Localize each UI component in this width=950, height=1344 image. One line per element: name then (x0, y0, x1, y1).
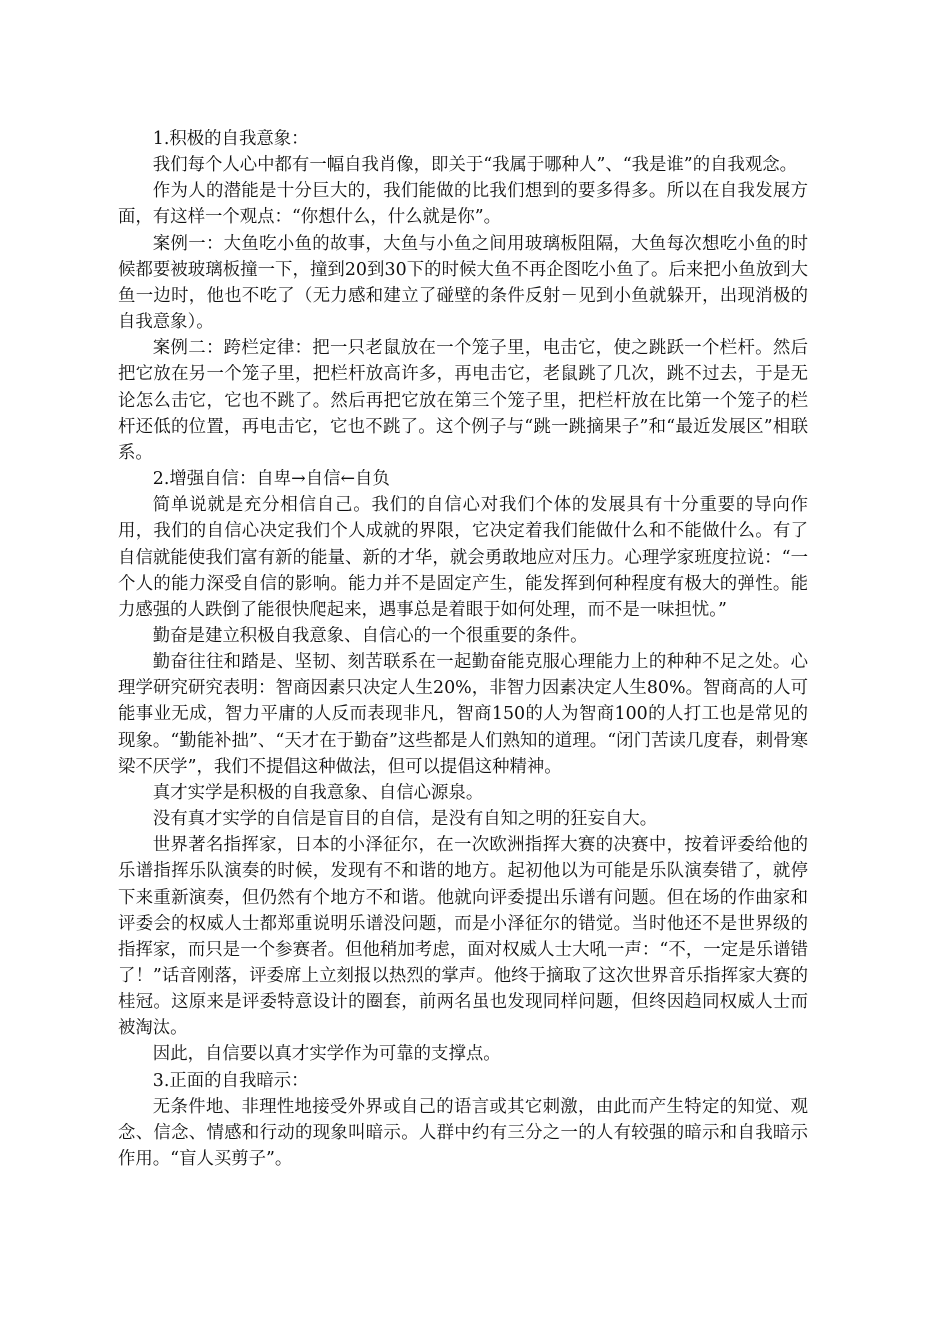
section-heading-1: 1.积极的自我意象： (152, 129, 309, 149)
paragraph-case-two: 案例二：跨栏定律：把一只老鼠放在一个笼子里，电击它，使之跳跃一个栏杆。然后把它放在另一个笼子里，把栏杆放高许多，再电击它，老鼠跳了几次，跳不过去，于是无论怎么击它，它也不跳了。然后再把它放在第三个笼子里，把栏杆放在比第一个笼子的栏杆还低的位置，再电击它，它也不跳了。这个例子与“跳一跳摘果子”和“最近发展区”相联系。 (118, 338, 808, 463)
document-page (118, 126, 808, 1172)
paragraph: 真才实学是积极的自我意象、自信心源泉。 (152, 782, 484, 803)
paragraph: 简单说就是充分相信自己。我们的自信心对我们个体的发展具有十分重要的导向作用，我们的自信心决定我们个人成就的界限，它决定着我们能做什么和不能做什么。有了自信就能使我们富有新的能量、新的才华，就会勇敢地应对压力。心理学家班度拉说：“一个人的能力深受自信的影响。能力并不是固定产生，能发挥到何种程度有极大的弹性。能力感强的人跌倒了能很快爬起来，遇事总是着眼于如何处理，而不是一味担忧。” (118, 495, 808, 620)
paragraph: 勤奋是建立积极自我意象、自信心的一个很重要的条件。 (152, 625, 588, 646)
section-heading-2: 2.增强自信：自卑→自信←自负 (152, 469, 390, 490)
paragraph: 勤奋往往和踏是、坚韧、刻苦联系在一起勤奋能克服心理能力上的种种不足之处。心理学研究研究表明：智商因素只决定人生20%，非智力因素决定人生80%。智商高的人可能事业无成，智力平庸的人反而表现非凡，智商150的人为智商100的人打工也是常见的现象。“勤能补拙”、“天才在于勤奋”这些都是人们熟知的道理。“闭门苦读几度春，刺骨寒梁不厌学”，我们不提倡这种做法，但可以提倡这种精神。 (118, 652, 808, 777)
paragraph: 没有真才实学的自信是盲目的自信，是没有自知之明的狂妄自大。 (152, 809, 658, 830)
paragraph: 作为人的潜能是十分巨大的，我们能做的比我们想到的要多得多。所以在自我发展方面，有这样一个观点：“你想什么，什么就是你”。 (118, 181, 808, 228)
paragraph: 我们每个人心中都有一幅自我肖像，即关于“我属于哪种人”、“我是谁”的自我观念。 (152, 155, 798, 176)
paragraph-case-one: 案例一：大鱼吃小鱼的故事，大鱼与小鱼之间用玻璃板阻隔，大鱼每次想吃小鱼的时候都要被玻璃板撞一下，撞到20到30下的时候大鱼不再企图吃小鱼了。后来把小鱼放到大鱼一边时，他也不吃了（无力感和建立了碰壁的条件反射－见到小鱼就躲开，出现消极的自我意象）。 (118, 233, 808, 333)
paragraph-story: 世界著名指挥家，日本的小泽征尔，在一次欧洲指挥大赛的决赛中，按着评委给他的乐谱指挥乐队演奏的时候，发现有不和谐的地方。起初他以为可能是乐队演奏错了，就停下来重新演奏，但仍然有个地方不和谐。他就向评委提出乐谱有问题。但在场的作曲家和评委会的权威人士都郑重说明乐谱没问题，而是小泽征尔的错觉。当时他还不是世界级的指挥家，而只是一个参赛者。但他稍加考虑，面对权威人士大吼一声：“不，一定是乐谱错了！”话音刚落，评委席上立刻报以热烈的掌声。他终于摘取了这次世界音乐指挥家大赛的桂冠。这原来是评委特意设计的圈套，前两名虽也发现同样问题，但终因趋同权威人士而被淘汰。 (118, 835, 808, 1039)
paragraph: 无条件地、非理性地接受外界或自己的语言或其它刺激，由此而产生特定的知觉、观念、信念、情感和行动的现象叫暗示。人群中约有三分之一的人有较强的暗示和自我暗示作用。“盲人买剪子”。 (118, 1096, 808, 1170)
paragraph: 因此，自信要以真才实学作为可靠的支撑点。 (152, 1044, 501, 1065)
section-heading-3: 3.正面的自我暗示： (152, 1070, 309, 1091)
